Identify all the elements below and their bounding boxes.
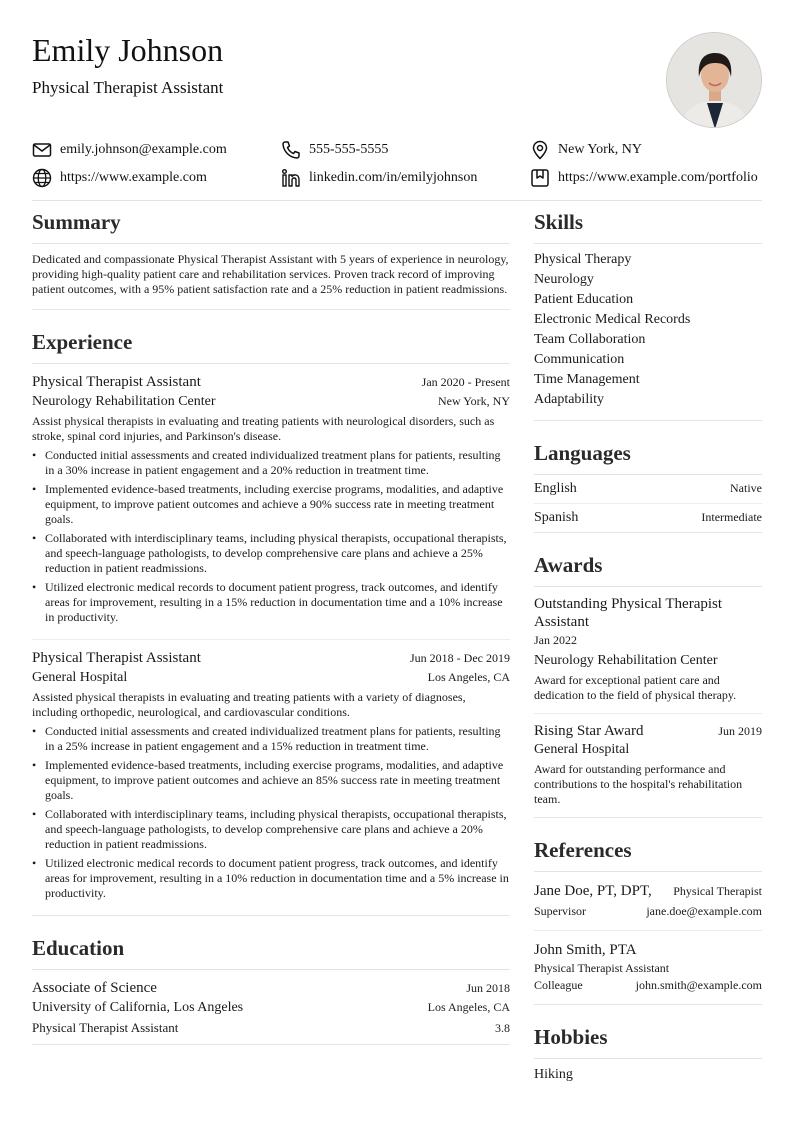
awards-heading: Awards <box>534 551 762 587</box>
award-org: Neurology Rehabilitation Center <box>534 653 718 668</box>
phone-icon <box>281 140 301 160</box>
award-date: Jun 2019 <box>718 724 762 738</box>
edu-school: University of California, Los Angeles <box>32 1000 244 1015</box>
references-section <box>534 836 762 1005</box>
skill-item: Neurology <box>534 272 594 287</box>
award-description: Award for outstanding performance and contributions to the hospital's rehabilitation team. <box>534 762 743 806</box>
portfolio-text: https://www.example.com/portfolio <box>558 170 758 185</box>
resume-header <box>32 30 762 130</box>
achievement-item: • Utilized electronic medical records to document patient progress, track outcomes, and identify areas for improvement, resulting in a 15% reduction in documentation time and a 10% increase in productivity. <box>32 580 510 625</box>
award-title: Outstanding Physical Therapist Assistant <box>534 596 723 630</box>
reference-entry <box>534 931 762 1004</box>
experience-heading: Experience <box>32 328 510 364</box>
hobby-item: Hiking <box>534 1067 573 1082</box>
contact-portfolio[interactable] <box>530 168 770 188</box>
reference-entry <box>534 872 762 931</box>
contact-phone[interactable] <box>281 140 530 160</box>
languages-heading: Languages <box>534 439 762 475</box>
job-date: Jun 2018 - Dec 2019 <box>410 651 510 665</box>
award-entry <box>534 714 762 817</box>
skill-item: Patient Education <box>534 292 634 307</box>
experience-section <box>32 328 510 916</box>
email-text: emily.johnson@example.com <box>60 142 227 157</box>
job-location: New York, NY <box>437 394 510 408</box>
globe-icon <box>32 168 52 188</box>
edu-gpa: 3.8 <box>495 1021 510 1035</box>
mail-icon <box>32 140 52 160</box>
edu-field: Physical Therapist Assistant <box>32 1020 179 1035</box>
hobbies-heading: Hobbies <box>534 1023 762 1059</box>
reference-email[interactable]: jane.doe@example.com <box>646 904 762 918</box>
linkedin-icon <box>281 168 301 188</box>
job-description: Assist physical therapists in evaluating and treating patients with neurological disorders, such as stroke, spinal cord injuries, and Parkinson's disease. <box>32 414 495 443</box>
skill-item: Time Management <box>534 372 640 387</box>
reference-email[interactable]: john.smith@example.com <box>635 978 762 992</box>
skill-item: Physical Therapy <box>534 252 632 267</box>
job-company: Neurology Rehabilitation Center <box>32 394 216 409</box>
skills-list <box>534 244 762 420</box>
achievement-item: • Collaborated with interdisciplinary teams, including physical therapists, occupational therapists, and speech-language pathologists, to develop comprehensive care plans and achieve a 20% reduction in patient readmissions. <box>32 807 510 852</box>
header-divider <box>32 200 762 201</box>
summary-heading: Summary <box>32 208 510 244</box>
contact-website[interactable] <box>32 168 281 188</box>
achievement-item: • Implemented evidence-based treatments, including exercise programs, modalities, and adaptive equipment, to improve patient outcomes and achieve an 85% success rate in meeting treatment goals. <box>32 758 510 803</box>
edu-degree: Associate of Science <box>32 980 157 996</box>
candidate-name: Emily Johnson <box>32 32 224 68</box>
job-location: Los Angeles, CA <box>427 670 510 684</box>
education-entry <box>32 970 510 1044</box>
profile-photo <box>666 32 762 128</box>
phone-text: 555-555-5555 <box>309 142 389 157</box>
website-text: https://www.example.com <box>60 170 207 185</box>
awards-section <box>534 551 762 818</box>
education-heading: Education <box>32 934 510 970</box>
reference-name: John Smith, PTA <box>534 942 637 958</box>
reference-position: Physical Therapist <box>673 884 762 898</box>
award-title: Rising Star Award <box>534 723 644 739</box>
language-level: Intermediate <box>701 510 762 524</box>
achievement-item: • Conducted initial assessments and created individualized treatment plans for patients, resulting in a 25% increase in patient engagement and a 15% reduction in treatment time. <box>32 724 510 754</box>
contact-location <box>530 140 770 160</box>
skills-section <box>534 208 762 421</box>
job-title: Physical Therapist Assistant <box>32 650 201 666</box>
references-heading: References <box>534 836 762 872</box>
award-date: Jan 2022 <box>534 633 577 647</box>
job-title: Physical Therapist Assistant <box>32 374 201 390</box>
skill-item: Adaptability <box>534 392 604 407</box>
achievement-item: • Collaborated with interdisciplinary teams, including physical therapists, occupational therapists, and speech-language pathologists, to develop comprehensive care plans and achieve a 25% reduction in patient readmissions. <box>32 531 510 576</box>
summary-text: Dedicated and compassionate Physical Therapist Assistant with 5 years of experience in neurology, providing high-quality patient care and rehabilitation services. Proven track record of improving patient outcomes, with a 95% patient satisfaction rate and a 25% reduction in patient readmissions. <box>32 252 509 296</box>
summary-section <box>32 208 510 310</box>
contact-email[interactable] <box>32 140 281 160</box>
contact-linkedin[interactable] <box>281 168 530 188</box>
language-item <box>534 504 762 532</box>
side-column <box>534 208 762 1091</box>
job-date: Jan 2020 - Present <box>421 375 510 389</box>
job-description: Assisted physical therapists in evaluating and treating patients with a variety of diagnoses, including orthopedic, neurological, and cardiovascular conditions. <box>32 690 466 719</box>
job-achievements <box>32 448 510 625</box>
skills-heading: Skills <box>534 208 762 244</box>
linkedin-text: linkedin.com/in/emilyjohnson <box>309 170 478 185</box>
portrait-image <box>667 33 762 128</box>
language-name: Spanish <box>534 510 579 525</box>
job-entry <box>32 364 510 640</box>
hobbies-section <box>534 1023 762 1091</box>
language-level: Native <box>730 481 762 495</box>
skill-item: Electronic Medical Records <box>534 312 691 327</box>
reference-position: Physical Therapist Assistant <box>534 961 670 975</box>
job-company: General Hospital <box>32 670 128 685</box>
language-item <box>534 475 762 504</box>
reference-name: Jane Doe, PT, DPT, <box>534 883 652 899</box>
job-achievements <box>32 724 510 901</box>
award-description: Award for exceptional patient care and dedication to the field of physical therapy. <box>534 673 737 702</box>
skill-item: Team Collaboration <box>534 332 646 347</box>
achievement-item: • Implemented evidence-based treatments, including exercise programs, modalities, and adaptive equipment, to improve patient outcomes and achieve a 90% success rate in meeting treatment goals. <box>32 482 510 527</box>
edu-location: Los Angeles, CA <box>427 1000 510 1014</box>
reference-relation: Supervisor <box>534 904 586 918</box>
education-section <box>32 934 510 1045</box>
location-pin-icon <box>530 140 550 160</box>
award-entry <box>534 587 762 714</box>
candidate-title: Physical Therapist Assistant <box>32 78 224 97</box>
skill-item: Communication <box>534 352 625 367</box>
location-text: New York, NY <box>558 142 643 157</box>
job-entry <box>32 640 510 915</box>
reference-relation: Colleague <box>534 978 583 992</box>
main-column <box>32 208 510 1045</box>
achievement-item: • Utilized electronic medical records to document patient progress, track outcomes, and identify areas for improvement, resulting in a 10% reduction in documentation time and a 5% increase in productivity. <box>32 856 510 901</box>
edu-date: Jun 2018 <box>466 981 510 995</box>
contact-info <box>32 136 772 192</box>
language-name: English <box>534 481 577 496</box>
award-org: General Hospital <box>534 742 630 757</box>
bookmark-icon <box>530 168 550 188</box>
languages-section <box>534 439 762 533</box>
achievement-item: • Conducted initial assessments and created individualized treatment plans for patients, resulting in a 30% increase in patient engagement and a 20% reduction in treatment time. <box>32 448 510 478</box>
